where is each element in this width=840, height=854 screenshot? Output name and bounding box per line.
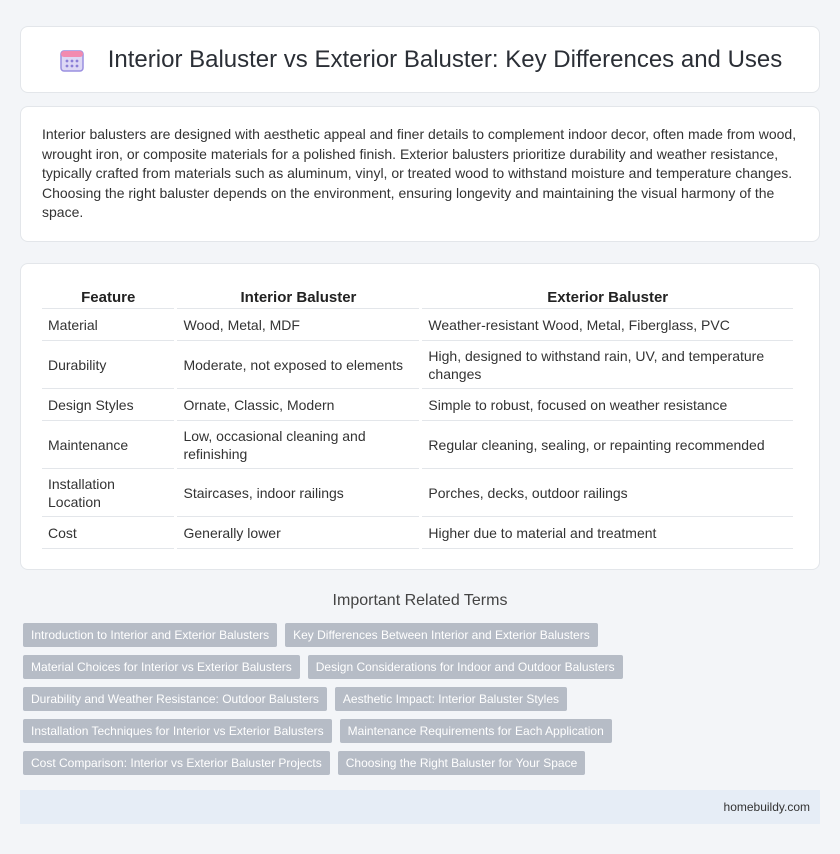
- table-cell: High, designed to withstand rain, UV, and temperature changes: [422, 341, 793, 389]
- related-term-tag[interactable]: Durability and Weather Resistance: Outdoor Balusters: [23, 687, 327, 711]
- table-cell: Wood, Metal, MDF: [177, 309, 419, 341]
- intro-card: [20, 106, 820, 242]
- table-header-row: [42, 283, 793, 309]
- related-term-tag[interactable]: Material Choices for Interior vs Exterior Balusters: [23, 655, 300, 679]
- table-cell: Ornate, Classic, Modern: [177, 389, 419, 421]
- table-row: [42, 389, 793, 421]
- table-cell: Porches, decks, outdoor railings: [422, 469, 793, 517]
- table-cell: Maintenance: [42, 421, 174, 469]
- related-terms-title: Important Related Terms: [332, 592, 508, 609]
- calendar-icon: [58, 46, 86, 74]
- table-row: [42, 309, 793, 341]
- table-row: [42, 517, 793, 549]
- table-row: [42, 341, 793, 389]
- table-cell: Simple to robust, focused on weather resistance: [422, 389, 793, 421]
- table-cell: Cost: [42, 517, 174, 549]
- header-card: [20, 26, 820, 93]
- page-title: Interior Baluster vs Exterior Baluster: Key Differences and Uses: [107, 45, 783, 73]
- related-term-tag[interactable]: Design Considerations for Indoor and Outdoor Balusters: [308, 655, 623, 679]
- footer-site-link[interactable]: homebuildy.com: [723, 800, 810, 814]
- header-interior: Interior Baluster: [177, 283, 419, 309]
- related-term-tag[interactable]: Choosing the Right Baluster for Your Space: [338, 751, 585, 775]
- related-terms-list: [23, 623, 823, 783]
- comparison-table: [39, 283, 796, 549]
- related-term-tag[interactable]: Introduction to Interior and Exterior Balusters: [23, 623, 277, 647]
- footer: [20, 790, 820, 824]
- table-cell: Higher due to material and treatment: [422, 517, 793, 549]
- table-cell: Weather-resistant Wood, Metal, Fiberglass, PVC: [422, 309, 793, 341]
- table-cell: Regular cleaning, sealing, or repainting recommended: [422, 421, 793, 469]
- table-row: [42, 421, 793, 469]
- related-term-tag[interactable]: Maintenance Requirements for Each Application: [340, 719, 612, 743]
- related-term-tag[interactable]: Installation Techniques for Interior vs Exterior Balusters: [23, 719, 332, 743]
- table-row: [42, 469, 793, 517]
- table-cell: Staircases, indoor railings: [177, 469, 419, 517]
- header-exterior: Exterior Baluster: [422, 283, 793, 309]
- related-term-tag[interactable]: Cost Comparison: Interior vs Exterior Baluster Projects: [23, 751, 330, 775]
- table-cell: Low, occasional cleaning and refinishing: [177, 421, 419, 469]
- related-term-tag[interactable]: Key Differences Between Interior and Exterior Balusters: [285, 623, 598, 647]
- comparison-table-card: [20, 263, 820, 570]
- table-cell: Durability: [42, 341, 174, 389]
- table-cell: Moderate, not exposed to elements: [177, 341, 419, 389]
- intro-paragraph: Interior balusters are designed with aesthetic appeal and finer details to complement indoor decor, often made from wood, wrought iron, or composite materials for a polished finish. Exterior balusters prioritize durability and weather resistance, typically crafted from materials such as aluminum, vinyl, or treated wood to withstand moisture and temperature changes. Choosing the right baluster depends on the environment, ensuring longevity and maintaining the visual harmony of the space.: [42, 126, 797, 220]
- table-cell: Generally lower: [177, 517, 419, 549]
- related-term-tag[interactable]: Aesthetic Impact: Interior Baluster Styles: [335, 687, 567, 711]
- table-cell: Installation Location: [42, 469, 174, 517]
- table-cell: Design Styles: [42, 389, 174, 421]
- header-feature: Feature: [42, 283, 174, 309]
- table-cell: Material: [42, 309, 174, 341]
